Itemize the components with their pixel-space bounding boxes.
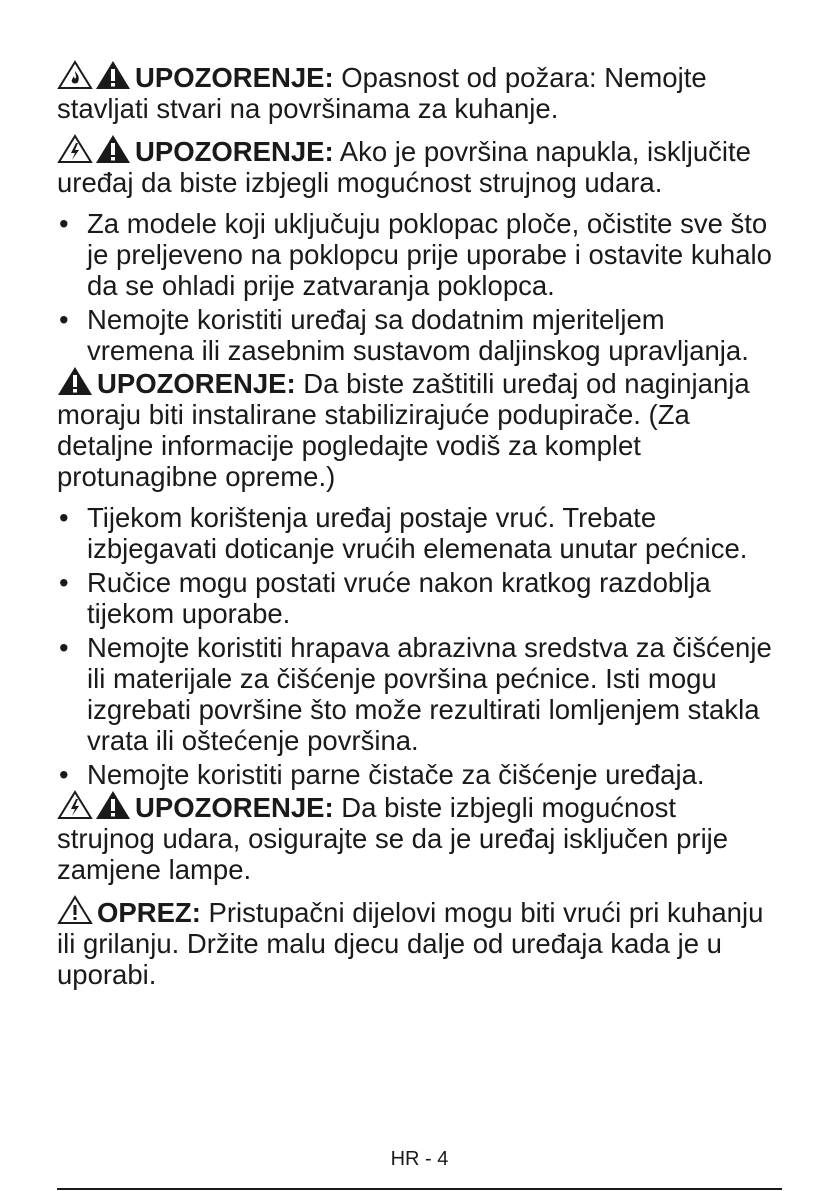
electric-warning-icon xyxy=(57,790,93,820)
warning-text: Da biste izbjegli mogućnost strujnog udara, osigurajte se da je uređaj isključen prije zamjene lampe. xyxy=(57,792,729,885)
fire-warning-icon xyxy=(57,60,93,90)
footer-divider xyxy=(57,1188,782,1190)
warning-lamp xyxy=(57,790,772,885)
warning-electric-crack xyxy=(57,134,772,198)
list-item: • Za modele koji uključuju poklopac ploče, očistite sve što je preljeveno na poklopcu prije uporabe i ostavite kuhalo da se ohladi prije zatvaranja poklopca. xyxy=(57,208,772,301)
list-item: • Tijekom korištenja uređaj postaje vruć. Trebate izbjegavati doticanje vrućih elemenata unutar pećnice. xyxy=(57,502,772,564)
warning-label: UPOZORENJE: xyxy=(135,792,334,823)
list-item: • Nemojte koristiti uređaj sa dodatnim mjeriteljem vremena ili zasebnim sustavom daljinskog upravljanja. xyxy=(57,304,772,366)
list-item: • Nemojte koristiti parne čistače za čišćenje uređaja. xyxy=(57,759,772,790)
warning-text: Ako je površina napukla, isključite uređaj da biste izbjegli mogućnost strujnog udara. xyxy=(57,136,751,198)
warning-text: Opasnost od požara: Nemojte stavljati stvari na površinama za kuhanje. xyxy=(57,62,707,124)
warning-label: UPOZORENJE: xyxy=(135,136,334,167)
document-body xyxy=(57,60,772,1000)
electric-warning-icon xyxy=(57,134,93,164)
warning-label: UPOZORENJE: xyxy=(97,368,296,399)
exclamation-warning-icon xyxy=(95,60,131,90)
caution-text: Pristupačni dijelovi mogu biti vrući pri kuhanju ili grilanju. Držite malu djecu dalje od uređaja kada je u uporabi. xyxy=(57,897,764,990)
exclamation-warning-icon xyxy=(95,134,131,164)
list-item: • Nemojte koristiti hrapava abrazivna sredstva za čišćenje ili materijale za čišćenje površina pećnice. Isti mogu izgrebati površine što može rezultirati lomljenjem stakla vrata ili oštećenje površina. xyxy=(57,632,772,756)
caution-hot-parts xyxy=(57,895,772,990)
caution-outline-icon xyxy=(57,895,93,925)
warning-label: UPOZORENJE: xyxy=(135,62,334,93)
caution-label: OPREZ: xyxy=(97,897,201,928)
bullet-list-2 xyxy=(57,502,772,790)
bullet-list-1 xyxy=(57,208,772,366)
page-number: HR - 4 xyxy=(390,1148,449,1170)
warning-tip-over xyxy=(57,366,772,492)
list-item: • Ručice mogu postati vruće nakon kratkog razdoblja tijekom uporabe. xyxy=(57,567,772,629)
exclamation-warning-icon xyxy=(57,366,93,396)
exclamation-warning-icon xyxy=(95,790,131,820)
warning-text: Da biste zaštitili uređaj od naginjanja moraju biti instalirane stabilizirajuće podupirače. (Za detaljne informacije pogledajte vodiš za komplet protunagibne opreme.) xyxy=(57,368,750,492)
warning-fire xyxy=(57,60,772,124)
